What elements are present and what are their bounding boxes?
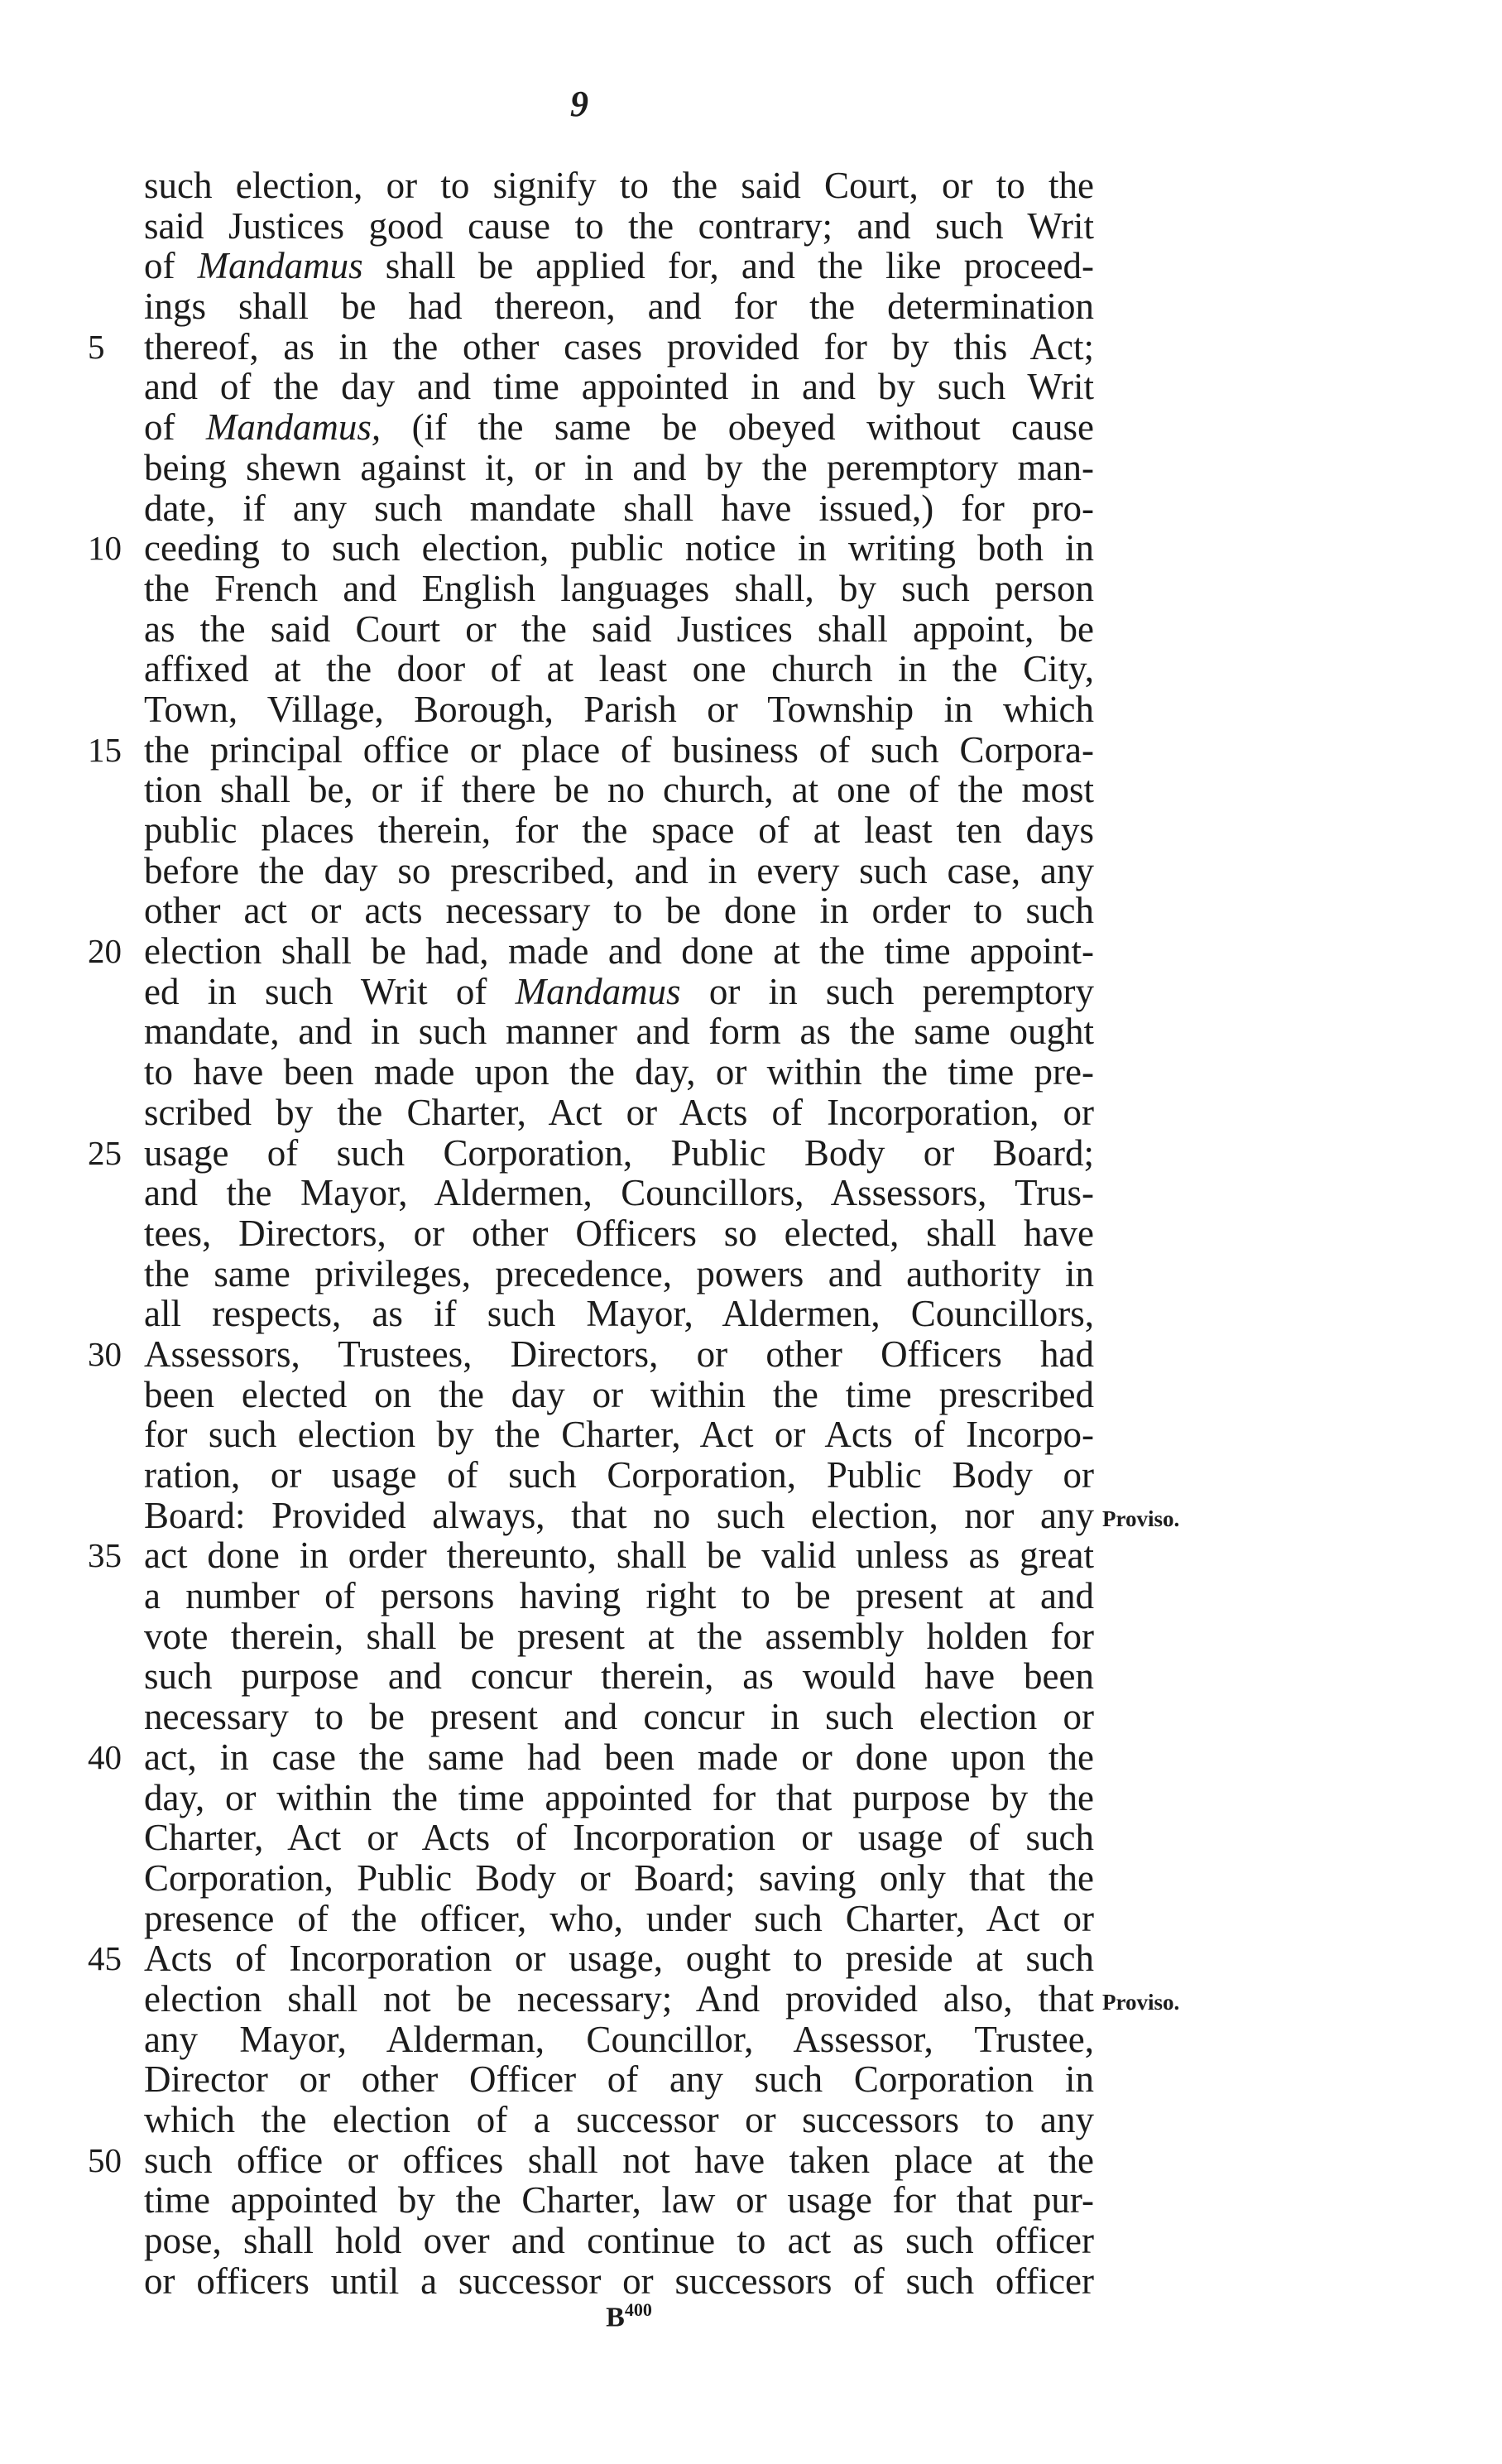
line-text: as the said Court or the said Justices shall appoint, be <box>144 608 1094 650</box>
signature-number: 400 <box>624 2299 652 2320</box>
line-text: of Mandamus shall be applied for, and the like proceed- <box>144 245 1094 287</box>
line-text: election shall be had, made and done at the time appoint- <box>144 930 1094 973</box>
text-line <box>144 2221 1094 2261</box>
line-text: presence of the officer, who, under such Charter, Act or <box>144 1897 1094 1939</box>
text-line <box>144 891 1094 931</box>
line-text: pose, shall hold over and continue to act as such officer <box>144 2220 1094 2262</box>
line-text: act, in case the same had been made or done upon the <box>144 1736 1094 1778</box>
line-text: the French and English languages shall, by such person <box>144 567 1094 609</box>
line-text: such office or offices shall not have taken place at the <box>144 2139 1094 2181</box>
text-line <box>88 1938 1094 1980</box>
text-line <box>144 810 1094 851</box>
text-line <box>144 1254 1094 1294</box>
text-line <box>144 649 1094 689</box>
text-line <box>88 1535 1094 1577</box>
line-text: tees, Directors, or other Officers so elected, shall have <box>144 1212 1094 1254</box>
line-text: Charter, Act or Acts of Incorporation or usage of such <box>144 1817 1094 1859</box>
text-line <box>144 972 1094 1012</box>
line-text: ceeding to such election, public notice in writing both in <box>144 527 1094 569</box>
text-line <box>144 1415 1094 1455</box>
text-line <box>144 609 1094 650</box>
text-line <box>144 1656 1094 1697</box>
text-line <box>88 2139 1094 2181</box>
italic-term: Mandamus <box>197 245 363 287</box>
text-line <box>144 1977 1180 2020</box>
line-number: 10 <box>88 529 122 568</box>
text-line <box>144 1093 1094 1133</box>
text-line <box>144 2100 1094 2140</box>
line-text: Assessors, Trustees, Directors, or other Officers had <box>144 1333 1094 1375</box>
text-line <box>144 488 1094 529</box>
line-text: any Mayor, Alderman, Councillor, Assessor, Trustee, <box>144 2018 1094 2060</box>
text-line <box>88 1131 1094 1174</box>
line-number: 45 <box>88 1939 122 1978</box>
text-line <box>144 1899 1094 1939</box>
line-text: usage of such Corporation, Public Body or Board; <box>144 1131 1094 1174</box>
text-line <box>144 246 1094 286</box>
text-line <box>144 1011 1094 1052</box>
line-text: said Justices good cause to the contrary; and such Writ <box>144 204 1094 247</box>
text-line <box>144 2020 1094 2060</box>
text-line <box>144 286 1094 327</box>
line-text: affixed at the door of at least one church in the City, <box>144 648 1094 690</box>
line-text: Town, Village, Borough, Parish or Township in which <box>144 688 1094 730</box>
line-text: to have been made upon the day, or within the time pre- <box>144 1051 1094 1093</box>
line-text: been elected on the day or within the time prescribed <box>144 1373 1094 1415</box>
line-text: such purpose and concur therein, as would have been <box>144 1655 1094 1698</box>
line-text: public places therein, for the space of at least ten days <box>144 809 1094 851</box>
text-line <box>88 930 1094 973</box>
line-text: and the Mayor, Aldermen, Councillors, Assessors, Trus- <box>144 1172 1094 1214</box>
line-number: 20 <box>88 932 122 971</box>
text-line <box>144 1778 1094 1818</box>
line-text: Acts of Incorporation or usage, ought to preside at such <box>144 1938 1094 1980</box>
line-number: 35 <box>88 1536 122 1575</box>
signature-letter: B <box>606 2302 625 2333</box>
italic-term: Mandamus <box>515 970 681 1012</box>
line-text: tion shall be, or if there be no church, at one of the most <box>144 769 1094 811</box>
line-number: 5 <box>88 327 105 366</box>
line-text: mandate, and in such manner and form as the same ought <box>144 1011 1094 1053</box>
text-line <box>144 1616 1094 1657</box>
text-line <box>144 689 1094 730</box>
margin-note-proviso: Proviso. <box>1102 1506 1180 1531</box>
text-line <box>144 1052 1094 1093</box>
text-line <box>144 206 1094 247</box>
line-text: Corporation, Public Body or Board; saving only that the <box>144 1856 1094 1899</box>
text-line <box>144 770 1094 810</box>
text-line <box>144 1494 1180 1536</box>
page-number: 9 <box>570 84 588 124</box>
text-line <box>144 407 1094 448</box>
line-text: all respects, as if such Mayor, Aldermen, Councillors, <box>144 1293 1094 1335</box>
text-line <box>144 1294 1094 1334</box>
text-line <box>144 1576 1094 1616</box>
line-text: necessary to be present and concur in such election or <box>144 1696 1094 1738</box>
line-text: vote therein, shall be present at the assembly holden for <box>144 1615 1094 1657</box>
margin-note-proviso: Proviso. <box>1102 1989 1180 2015</box>
text-line <box>88 527 1094 569</box>
text-line <box>144 1697 1094 1737</box>
line-number: 25 <box>88 1133 122 1172</box>
line-text: before the day so prescribed, and in every such case, any <box>144 849 1094 891</box>
line-text: which the election of a successor or successors to any <box>144 2099 1094 2140</box>
text-line <box>144 2059 1094 2100</box>
text-line <box>144 1455 1094 1496</box>
line-text: other act or acts necessary to be done in order to such <box>144 890 1094 932</box>
printer-signature-mark <box>0 2299 1258 2333</box>
line-text: day, or within the time appointed for that purpose by the <box>144 1776 1094 1818</box>
line-text: or officers until a successor or successors of such officer <box>144 2260 1094 2302</box>
text-line <box>88 1736 1094 1778</box>
line-text: ings shall be had thereon, and for the determination <box>144 286 1094 328</box>
line-text: ration, or usage of such Corporation, Public Body or <box>144 1454 1094 1496</box>
text-line <box>144 1213 1094 1254</box>
text-line <box>144 448 1094 488</box>
line-text: act done in order thereunto, shall be valid unless as great <box>144 1535 1094 1577</box>
line-text: for such election by the Charter, Act or Acts of Incorpo- <box>144 1414 1094 1456</box>
text-line <box>144 569 1094 609</box>
line-text: ed in such Writ of Mandamus or in such peremptory <box>144 970 1094 1012</box>
line-text: thereof, as in the other cases provided for by this Act; <box>144 325 1094 367</box>
statute-text-block <box>88 165 1180 2302</box>
line-text: scribed by the Charter, Act or Acts of Incorporation, or <box>144 1091 1094 1133</box>
text-line <box>144 367 1094 407</box>
text-line <box>144 2261 1094 2302</box>
line-text: date, if any such mandate shall have issued,) for pro- <box>144 487 1094 529</box>
text-line <box>144 1858 1094 1899</box>
text-line <box>144 1818 1094 1858</box>
line-text: a number of persons having right to be present at and <box>144 1575 1094 1617</box>
line-text: and of the day and time appointed in and by such Writ <box>144 366 1094 408</box>
line-number: 50 <box>88 2140 122 2179</box>
text-line <box>144 1173 1094 1213</box>
text-line <box>88 1333 1094 1375</box>
line-number: 15 <box>88 730 122 769</box>
line-text: time appointed by the Charter, law or usage for that pur- <box>144 2179 1094 2221</box>
line-text: the principal office or place of business of such Corpora- <box>144 728 1094 771</box>
text-line <box>88 325 1094 367</box>
text-line <box>88 728 1094 771</box>
line-text: being shewn against it, or in and by the peremptory man- <box>144 446 1094 488</box>
text-line <box>144 851 1094 891</box>
text-line <box>144 2180 1094 2221</box>
text-line <box>144 1375 1094 1415</box>
text-line <box>144 166 1094 206</box>
line-number: 30 <box>88 1334 122 1373</box>
italic-term: Mandamus, <box>205 406 381 449</box>
line-number: 40 <box>88 1737 122 1776</box>
line-text: election shall not be necessary; And provided also, that <box>144 1977 1094 2020</box>
line-text: the same privileges, precedence, powers and authority in <box>144 1252 1094 1294</box>
line-text: Director or other Officer of any such Corporation in <box>144 2058 1094 2101</box>
line-text: Board: Provided always, that no such election, nor any <box>144 1494 1094 1536</box>
line-text: of Mandamus, (if the same be obeyed without cause <box>144 406 1094 449</box>
line-text: such election, or to signify to the said Court, or to the <box>144 165 1094 206</box>
